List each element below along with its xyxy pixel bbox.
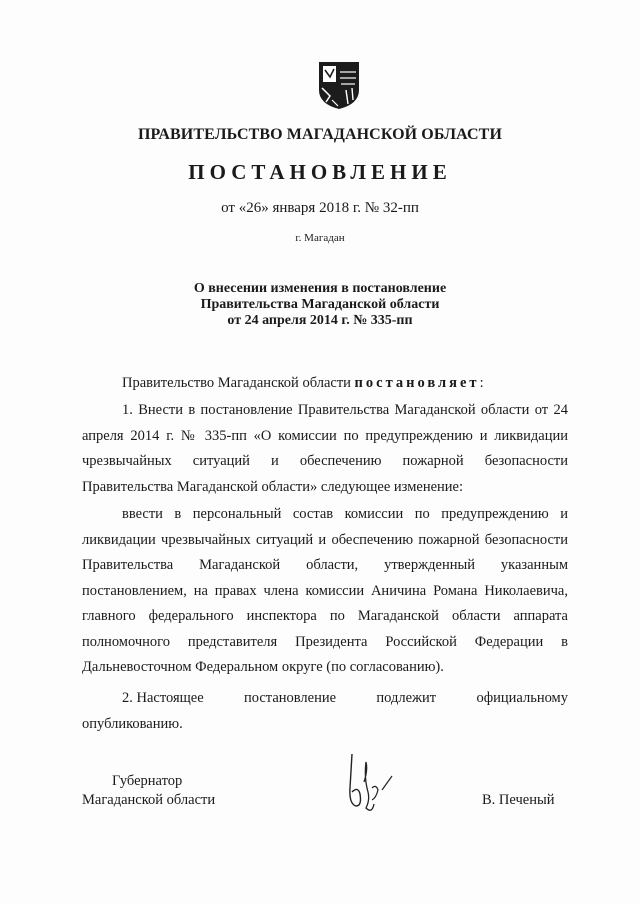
intro-prefix: Правительство Магаданской области [122,375,351,391]
decree-subject [0,281,640,329]
decree-date-number: от «26» января 2018 г. № 32-пп [221,200,419,216]
intro-spaced-word: постановляет [354,375,480,391]
item-2-second-line: опубликованию. [82,715,183,732]
insert-paragraph: ввести в персональный состав комиссии по предупреждению и ликвидации чрезвычайных ситуаций и обеспечению пожарной безопасности Правительства Магаданской области, утвержденный указанным постановлением, на правах члена комиссии Аничина Романа Николаевича, главного федерального инспектора по Магаданской области аппарата полномочного представителя Президента Российской Федерации в Дальневосточном Федеральном округе (по согласованию). [82,506,568,675]
decree-city: г. Магадан [295,232,345,244]
subject-line: О внесении изменения в постановление [193,281,447,296]
signer-title-line: Магаданской области [82,792,216,808]
handwritten-signature [338,748,398,820]
item-2-paragraph [82,686,568,737]
item-2-word: 2. Настоящее [122,690,204,706]
item-2-first-line [82,686,568,712]
item-2-word: официальному [476,690,568,706]
subject-line: от 24 апреля 2014 г. № 335-пп [227,313,413,328]
intro-suffix: : [479,375,484,391]
subject-line: Правительства Магаданской области [200,297,440,312]
signer-title-line: Губернатор [112,773,183,789]
magadan-coat-of-arms-icon [316,60,362,110]
item-2-word: постановление [244,690,337,706]
item-2-word: подлежит [376,690,437,706]
item-1-paragraph: 1. Внести в постановление Правительства Магаданской области от 24 апреля 2014 г. № 335-пп «О комиссии по предупреждению и ликвидации чрезвычайных ситуаций и обеспечению пожарной безопасности Правительства Магаданской области» следующее изменение: [82,402,568,495]
government-name: ПРАВИТЕЛЬСТВО МАГАДАНСКОЙ ОБЛАСТИ [137,126,502,143]
signer-title [82,772,215,810]
document-type-title: ПОСТАНОВЛЕНИЕ [188,160,452,184]
intro-paragraph [82,371,568,397]
signer-name: В. Печеный [482,792,555,808]
